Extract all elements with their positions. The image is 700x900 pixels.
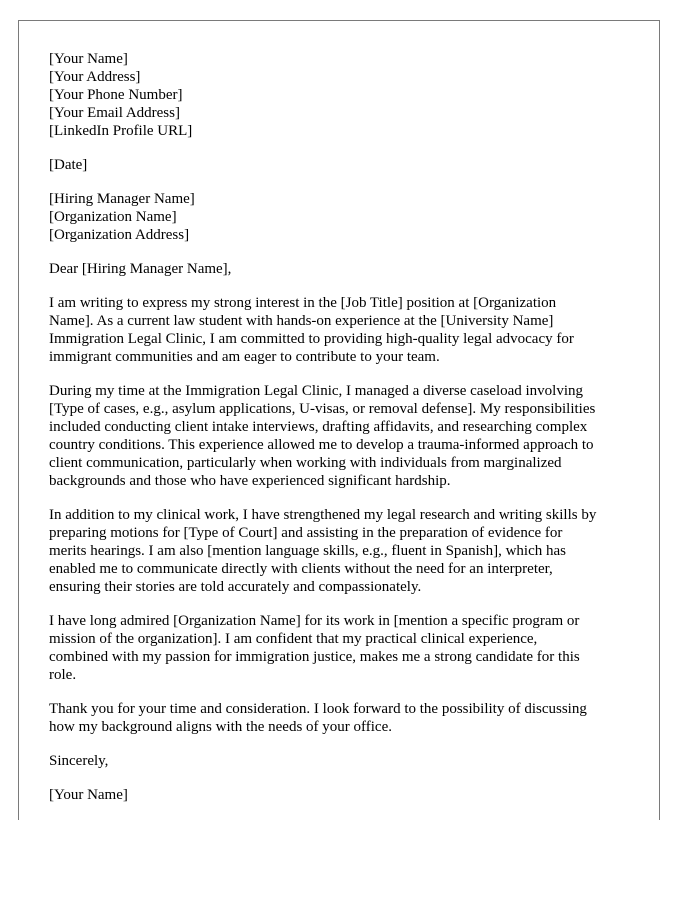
paragraph-line: role. [49,667,77,683]
paragraph-line: country conditions. This experience allowed me to develop a trauma-informed approach to [49,437,594,453]
sender-block [49,50,639,140]
body-paragraph-5 [49,700,639,736]
body-paragraph-3 [49,506,639,596]
date-block [49,156,639,174]
paragraph-line: Name]. As a current law student with hands-on experience at the [University Name] [49,313,554,329]
paragraph-line: mission of the organization]. I am confident that my practical clinical experience, [49,631,538,647]
signature [49,786,639,804]
paragraph-line: ensuring their stories are told accurately and compassionately. [49,579,422,595]
salutation-text: Dear [Hiring Manager Name], [49,261,232,277]
body-paragraph-1 [49,294,639,366]
paragraph-line: I am writing to express my strong interest in the [Job Title] position at [Organization [49,295,557,311]
letter-page [18,20,660,820]
paragraph-line: backgrounds and those who have experienced significant hardship. [49,473,451,489]
signature-name: [Your Name] [49,787,128,803]
body-paragraph-2 [49,382,639,490]
sender-name: [Your Name] [49,51,128,67]
paragraph-line: I have long admired [Organization Name] for its work in [mention a specific program or [49,613,580,629]
paragraph-line: client communication, particularly when working with individuals from marginalized [49,455,562,471]
closing [49,752,639,770]
recipient-address: [Organization Address] [49,227,190,243]
salutation [49,260,639,278]
paragraph-line: During my time at the Immigration Legal Clinic, I managed a diverse caseload involving [49,383,584,399]
paragraph-line: how my background aligns with the needs of your office. [49,719,392,735]
paragraph-line: included conducting client intake interviews, drafting affidavits, and researching complex [49,419,588,435]
letter-date: [Date] [49,157,88,173]
sender-address: [Your Address] [49,69,141,85]
sender-linkedin: [LinkedIn Profile URL] [49,123,193,139]
paragraph-line: Thank you for your time and consideration. I look forward to the possibility of discussing [49,701,587,717]
recipient-block [49,190,639,244]
recipient-name: [Hiring Manager Name] [49,191,195,207]
paragraph-line: preparing motions for [Type of Court] and assisting in the preparation of evidence for [49,525,563,541]
body-paragraph-4 [49,612,639,684]
letter-content [49,50,639,820]
sender-email: [Your Email Address] [49,105,180,121]
paragraph-line: combined with my passion for immigration justice, makes me a strong candidate for this [49,649,580,665]
paragraph-line: enabled me to communicate directly with clients without the need for an interpreter, [49,561,553,577]
closing-text: Sincerely, [49,753,109,769]
sender-phone: [Your Phone Number] [49,87,183,103]
paragraph-line: [Type of cases, e.g., asylum applications, U-visas, or removal defense]. My responsibilities [49,401,596,417]
paragraph-line: In addition to my clinical work, I have strengthened my legal research and writing skills by [49,507,597,523]
paragraph-line: merits hearings. I am also [mention language skills, e.g., fluent in Spanish], which has [49,543,566,559]
recipient-organization: [Organization Name] [49,209,177,225]
paragraph-line: Immigration Legal Clinic, I am committed to providing high-quality legal advocacy for [49,331,574,347]
paragraph-line: immigrant communities and am eager to contribute to your team. [49,349,440,365]
